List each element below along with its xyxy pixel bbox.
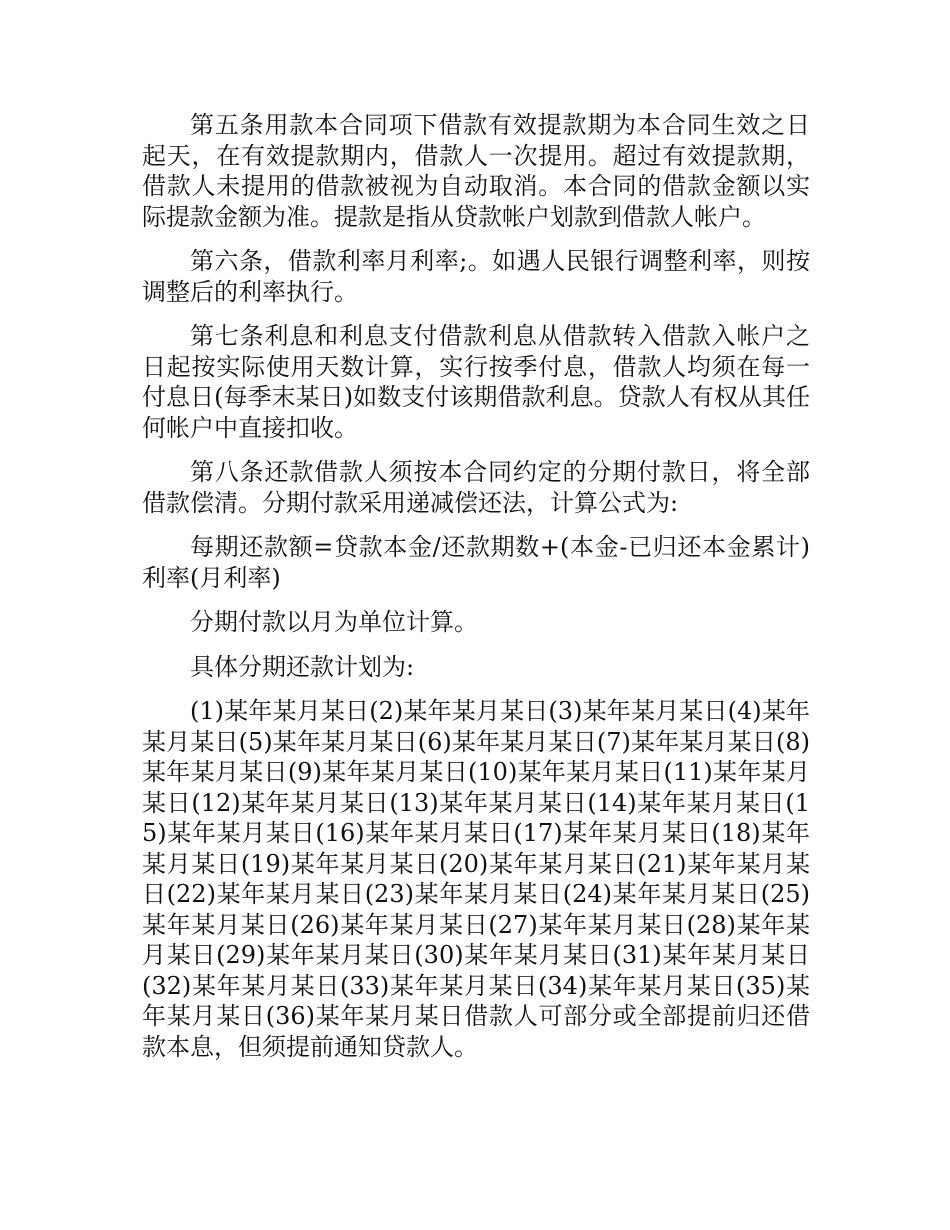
schedule-list-paragraph: (1)某年某月某日(2)某年某月某日(3)某年某月某日(4)某年某月某日(5)某年某月某日(6)某年某月某日(7)某年某月某日(8)某年某月某日(9)某年某月某日(10)某年某月某日(11)某年某月某日(12)某年某月某日(13)某年某月某日(14)某年某月某日(15)某年某月某日(16)某年某月某日(17)某年某月某日(18)某年某月某日(19)某年某月某日(20)某年某月某日(21)某年某月某日(22)某年某月某日(23)某年某月某日(24)某年某月某日(25)某年某月某日(26)某年某月某日(27)某年某月某日(28)某年某月某日(29)某年某月某日(30)某年某月某日(31)某年某月某日(32)某年某月某日(33)某年某月某日(34)某年某月某日(35)某年某月某日(36)某年某月某日借款人可部分或全部提前归还借款本息，但须提前通知贷款人。 (142, 697, 810, 1061)
document-body (142, 110, 810, 1076)
clause-6-paragraph: 第六条，借款利率月利率;。如遇人民银行调整利率，则按调整后的利率执行。 (142, 247, 810, 306)
schedule-heading-paragraph: 具体分期还款计划为: (190, 652, 415, 681)
clause-8-paragraph: 第八条还款借款人须按本合同约定的分期付款日，将全部借款偿清。分期付款采用递减偿还法，计算公式为: (142, 458, 810, 517)
clause-7-paragraph: 第七条利息和利息支付借款利息从借款转入借款入帐户之日起按实际使用天数计算，实行按季付息，借款人均须在每一付息日(每季末某日)如数支付该期借款利息。贷款人有权从其任何帐户中直接扣收。 (142, 322, 810, 442)
repayment-formula-paragraph: 每期还款额=贷款本金/还款期数+(本金-已归还本金累计)利率(月利率) (142, 533, 810, 592)
monthly-unit-paragraph: 分期付款以月为单位计算。 (190, 608, 478, 636)
clause-5-paragraph: 第五条用款本合同项下借款有效提款期为本合同生效之日起天，在有效提款期内，借款人一次提用。超过有效提款期，借款人未提用的借款被视为自动取消。本合同的借款金额以实际提款金额为准。提款是指从贷款帐户划款到借款人帐户。 (142, 111, 810, 231)
